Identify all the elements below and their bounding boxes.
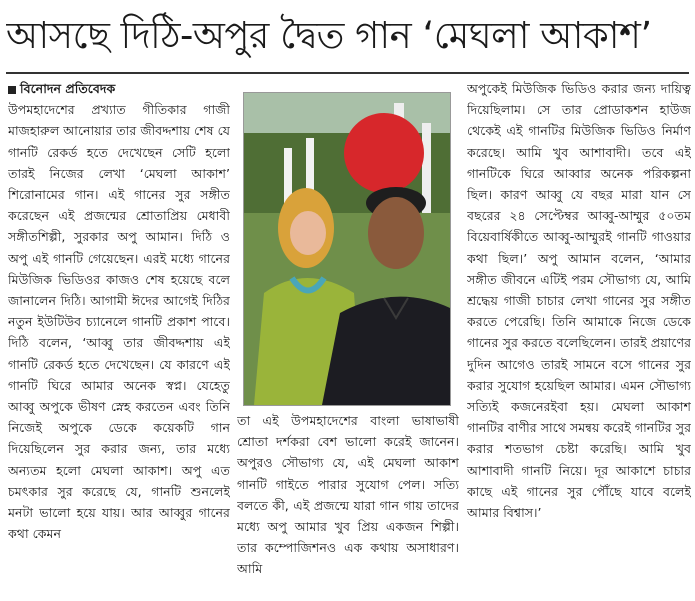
article-column-1 xyxy=(8,78,230,598)
headline: আসছে দিঠি-অপুর দ্বৈত গান ‘মেঘলা আকাশ’ xyxy=(6,14,652,57)
article-column-3 xyxy=(467,78,691,598)
article-column-2 xyxy=(237,410,459,596)
column-3-text: অপুকেই মিউজিক ভিডিও করার জন্য দায়িত্ব দিয়েছিলাম। সে তার প্রোডাকশন হাউজ থেকেই এই গানটির মিউজিক ভিডিও নির্মাণ করেছে। আমি খুব আশাবাদী। তবে এই গানটিকে ঘিরে আব্বার অনেক পরিকল্পনা ছিল। কারণ আব্বু যে বছর মারা যান সে বছরের ২৪ সেপ্টেম্বর আব্বু-আম্মুর ৫০তম বিয়েবার্ষিকীতে আব্বু-আম্মুরই গানটি গাওয়ার কথা ছিল।’ অপু আমান বলেন, ‘আমার সঙ্গীত জীবনে এটিই পরম সৌভাগ্য যে, আমি শ্রদ্ধেয় গাজী চাচার লেখা গানের সুর সঙ্গীত করতে পেরেছি। তিনি আমাকে নিজে ডেকে গানের সুর করতে বলেছিলেন। তারই প্রয়াণের দুদিন আগেও তারই সামনে বসে গানের সুর করার সুযোগ হয়েছিল আমার। এমন সৌভাগ্য সত্যিই কজনেরইবা হয়। মেঘলা আকাশ গানটির বাণীর সাথে সমন্বয় করেই গানটির সুর করার শতভাগ চেষ্টা করেছি। আমি খুব আশাবাদী গানটি নিয়ে। দূর আকাশে চাচার কাছে এই গানের সুর পৌঁছে যাবে বলেই আমার বিশ্বাস।’ xyxy=(467,81,691,521)
byline-text: বিনোদন প্রতিবেদক xyxy=(20,81,116,96)
photo-illustration xyxy=(244,93,450,405)
column-1-text: উপমহাদেশের প্রখ্যাত গীতিকার গাজী মাজহারুল আনোয়ার তার জীবদ্দশায় শেষ যে গানটি রেকর্ড হতে দেখেছেন সেটি হলো তারই নিজের লেখা ‘মেঘলা আকাশ’ শিরোনামের গান। এই গানের সুর সঙ্গীত করেছেন এই প্রজন্মের শ্রোতাপ্রিয় মেধাবী সঙ্গীতশিল্পী, সুরকার অপু আমান। দিঠি ও অপু এই গানটি গেয়েছেন। এরই মধ্যে গানের মিউজিক ভিডিওর কাজও শেষ হয়েছে বলে জানালেন দিঠি। আগামী ঈদের আগেই দিঠির নতুন ইউটিউব চ্যানেলে গানটি প্রকাশ পাবে। দিঠি বলেন, ‘আব্বু তার জীবদ্দশায় এই গানটি রেকর্ড হতে দেখেছেন। যে কারণে এই গানটি ঘিরে আমার অনেক স্বপ্ন। যেহেতু আব্বু অপুকে ভীষণ স্নেহ করতেন এবং তিনি নিজেই অপুকে ডেকে কয়েকটি গান দিয়েছিলেন সুর করার জন্য, তার মধ্যে অন্যতম হলো মেঘলা আকাশ। অপু এত চমৎকার সুর করেছে যে, গানটি শুনলেই মনটা ভালো হয়ে যায়। আর আব্বুর গানের কথা কেমন xyxy=(8,102,230,542)
byline xyxy=(8,78,230,99)
article-photo xyxy=(243,92,451,406)
headline-rule xyxy=(6,72,689,74)
byline-bullet-icon xyxy=(8,86,16,94)
column-2-text: তা এই উপমহাদেশের বাংলা ভাষাভাষী শ্রোতা দর্শকরা বেশ ভালো করেই জানেন। অপুরও সৌভাগ্য যে, এই মেঘলা আকাশ গানটি গাইতে পারার সুযোগ পেল। সত্যি বলতে কী, এই প্রজন্মে যারা গান গায় তাদের মধ্যে অপু আমার খুব প্রিয় একজন শিল্পী। তার কম্পোজিশনও এক কথায় অসাধারণ। আমি xyxy=(237,413,459,577)
